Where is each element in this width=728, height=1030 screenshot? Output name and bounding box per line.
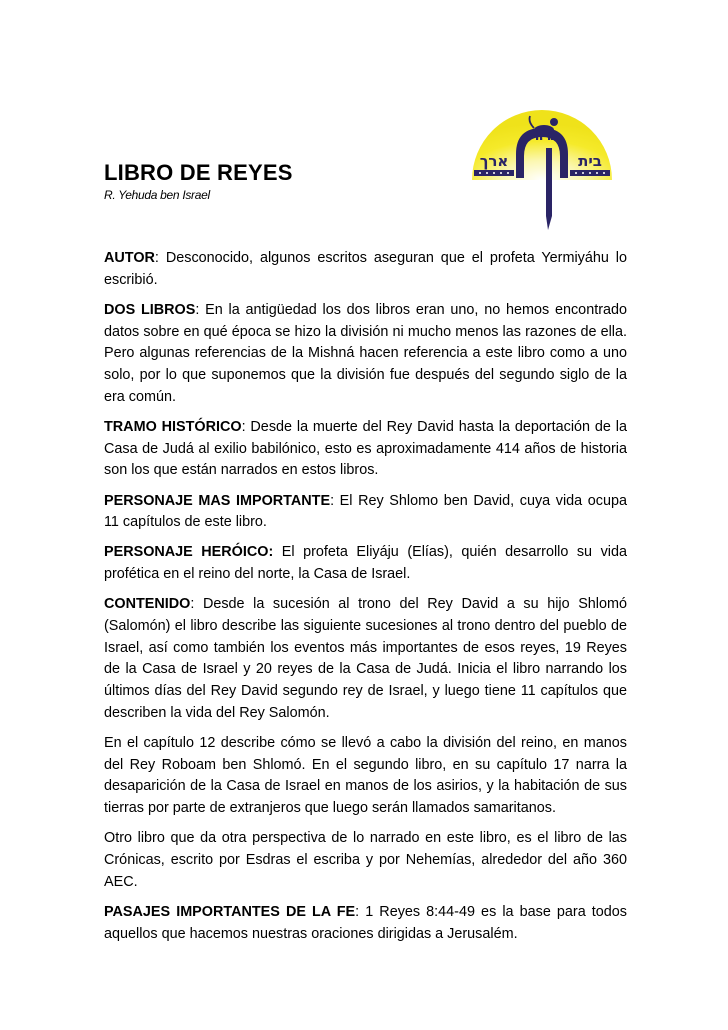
document-title: LIBRO DE REYES xyxy=(104,160,293,185)
paragraph-text: Desde la sucesión al trono del Rey David a su hijo Shlomó (Salomón) el libro describe las siguiente sucesiones al trono dentro del pueblo de Israel, así como también los eventos más importantes de esos reyes, 19 Reyes de la Casa de Israel y 20 reyes de la Casa de Judá. Inicia el libro narrando los últimos días del Rey David segundo rey de Israel, y luego tiene 11 capítulos que describen la vida del Rey Salomón. xyxy=(104,596,627,721)
paragraph-text: En el capítulo 12 describe cómo se llevó a cabo la división del reino, en manos del Rey Roboam ben Shlomó. En el segundo libro, en su capítulo 17 narra la desaparición de la Casa de Israel en manos de los asirios, y la habitación de sus tierras por parte de extranjeros que luego serán llamados samaritanos. xyxy=(104,735,627,817)
paragraph-division-reino xyxy=(104,733,627,820)
paragraph-autor: AUTOR: Desconocido, algunos escritos aseguran que el profeta Yermiyáhu lo escribió. xyxy=(104,250,627,288)
hebrew-word-right: בית xyxy=(578,152,602,170)
paragraph-label: CONTENIDO xyxy=(104,596,191,613)
paragraph-cronicas xyxy=(104,828,627,893)
paragraph-text: Otro libro que da otra perspectiva de lo narrado en este libro, es el libro de las Crónicas, escrito por Esdras el escriba y por Nehemías, alrededor del año 360 AEC. xyxy=(104,830,627,890)
paragraph-label: TRAMO HISTÓRICO xyxy=(104,418,242,435)
paragraph-label: PERSONAJE MAS IMPORTANTE xyxy=(104,492,331,509)
paragraph-text: Desconocido, algunos escritos aseguran que el profeta Yermiyáhu lo escribió. xyxy=(104,250,627,288)
paragraph-text: 1 Reyes 8:44-49 es la base para todos aquellos que hacemos nuestras oraciones dirigidas a Jerusalém. xyxy=(104,903,627,942)
paragraph-tramo-historico: TRAMO HISTÓRICO: Desde la muerte del Rey David hasta la deportación de la Casa de Judá al exilio babilónico, esto es aproximadamente 414 años de historia son los que están narrados en estos libros. xyxy=(104,418,627,479)
document-body xyxy=(104,248,627,954)
paragraph-text: El profeta Eliyáju (Elías), quién desarrollo su vida profética en el reino del norte, la Casa de Israel. xyxy=(104,544,627,583)
paragraph-label: PERSONAJE HERÓICO: xyxy=(104,544,274,561)
paragraph-label: AUTOR xyxy=(104,250,155,266)
paragraph-dos-libros: DOS LIBROS: En la antigüedad los dos libros eran uno, no hemos encontrado datos sobre en qué época se hizo la división ni mucho menos las razones de ella. Pero algunas referencias de la Mishná hacen referencia a este libro como a uno solo, por lo que suponemos que la división fue después del segundo siglo de la era común. xyxy=(104,301,627,405)
paragraph-text: El Rey Shlomo ben David, cuya vida ocupa 11 capítulos de este libro. xyxy=(104,492,627,531)
paragraph-personaje-importante: PERSONAJE MAS IMPORTANTE: El Rey Shlomo ben David, cuya vida ocupa 11 capítulos de este libro. xyxy=(104,492,627,531)
hebrew-word-left: ארך xyxy=(479,152,509,170)
paragraph-label: DOS LIBROS xyxy=(104,301,196,318)
paragraph-contenido: CONTENIDO: Desde la sucesión al trono del Rey David a su hijo Shlomó (Salomón) el libro describe las siguiente sucesiones al trono dentro del pueblo de Israel, así como también los eventos más importantes de esos reyes, 19 Reyes de la Casa de Israel y 20 reyes de la Casa de Judá. Inicia el libro narrando los últimos días del Rey David segundo rey de Israel, y luego tiene 11 capítulos que describen la vida del Rey Salomón. xyxy=(104,596,627,721)
paragraph-personaje-heroico xyxy=(104,542,627,585)
document-author: R. Yehuda ben Israel xyxy=(104,188,210,202)
paragraph-pasajes: PASAJES IMPORTANTES DE LA FE: 1 Reyes 8:44-49 es la base para todos aquellos que hacemos nuestras oraciones dirigidas a Jerusalém. xyxy=(104,903,627,942)
document-header xyxy=(104,160,404,202)
beit-arej-logo xyxy=(460,88,625,233)
paragraph-text: Desde la muerte del Rey David hasta la deportación de la Casa de Judá al exilio babilónico, esto es aproximadamente 414 años de historia son los que están narrados en estos libros. xyxy=(104,418,627,479)
paragraph-text: En la antigüedad los dos libros eran uno, no hemos encontrado datos sobre en qué época se hizo la división ni mucho menos las razones de ella. Pero algunas referencias de la Mishná hacen referencia a este libro como a uno solo, por lo que suponemos que la división fue después del segundo siglo de la era común. xyxy=(104,301,627,405)
paragraph-label: PASAJES IMPORTANTES DE LA FE xyxy=(104,903,356,920)
